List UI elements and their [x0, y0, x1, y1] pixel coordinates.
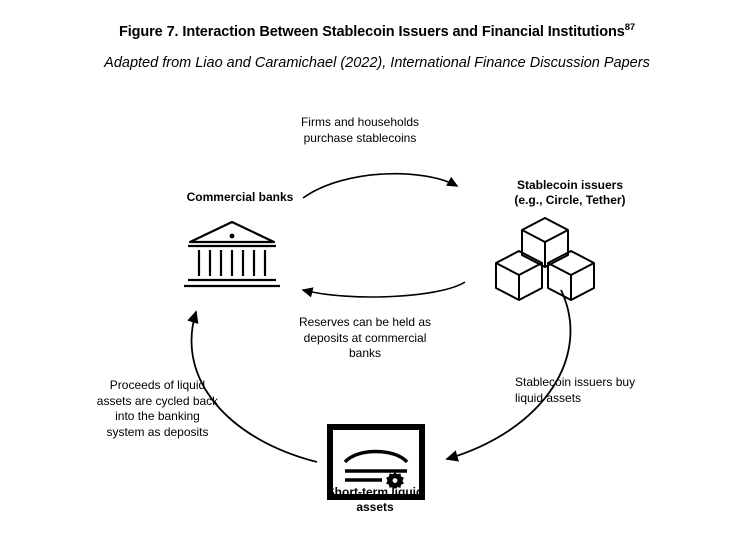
bank-icon: [184, 222, 280, 286]
figure-title-text: Figure 7. Interaction Between Stablecoin Issuers and Financial Institutions: [118, 23, 625, 40]
edge-label-issuers-to-assets: [515, 375, 695, 406]
edge-label-banks-to-issuers: [245, 115, 475, 146]
diagram-canvas: [0, 90, 754, 558]
edge-label-assets-to-banks: [75, 378, 240, 440]
edge-label-banks-to-issuers-line1: Firms and households: [300, 115, 420, 129]
node-label-liquid-assets-line2: assets: [356, 499, 394, 514]
edge-label-banks-to-issuers-line2: purchase stablecoins: [303, 130, 417, 145]
edge-label-assets-to-banks-line1: Proceeds of liquid: [109, 378, 206, 392]
node-label-stablecoin-issuers: [455, 178, 685, 207]
edge-label-issuers-to-assets-line2: liquid assets: [515, 390, 582, 405]
edge-label-assets-to-banks-line3: into the banking: [115, 409, 200, 424]
cubes-icon: [496, 218, 594, 300]
figure-subtitle: Adapted from Liao and Caramichael (2022), International Finance Discussion Papers: [104, 55, 650, 71]
figure-title-footnote: 87: [624, 22, 636, 33]
edge-label-issuers-to-banks-line2: deposits at commercial: [303, 330, 427, 345]
node-label-liquid-assets: [275, 485, 475, 514]
edge-label-issuers-to-banks: [255, 315, 475, 362]
edge-label-assets-to-banks-line4: system as deposits: [106, 424, 209, 439]
edge-label-issuers-to-banks-line3: banks: [348, 346, 382, 361]
node-label-liquid-assets-line1: Short-term liquid: [326, 485, 424, 499]
node-label-stablecoin-issuers-line1: Stablecoin issuers: [516, 178, 624, 192]
figure-title: [0, 22, 754, 40]
edge-label-assets-to-banks-line2: assets are cycled back: [96, 393, 219, 408]
arrow-issuers-to-banks: [303, 282, 465, 297]
node-label-stablecoin-issuers-line2: (e.g., Circle, Tether): [514, 192, 626, 207]
edge-label-issuers-to-assets-line1: Stablecoin issuers buy: [515, 375, 636, 389]
edge-label-issuers-to-banks-line1: Reserves can be held as: [298, 315, 432, 329]
node-label-commercial-banks: Commercial banks: [186, 190, 294, 204]
